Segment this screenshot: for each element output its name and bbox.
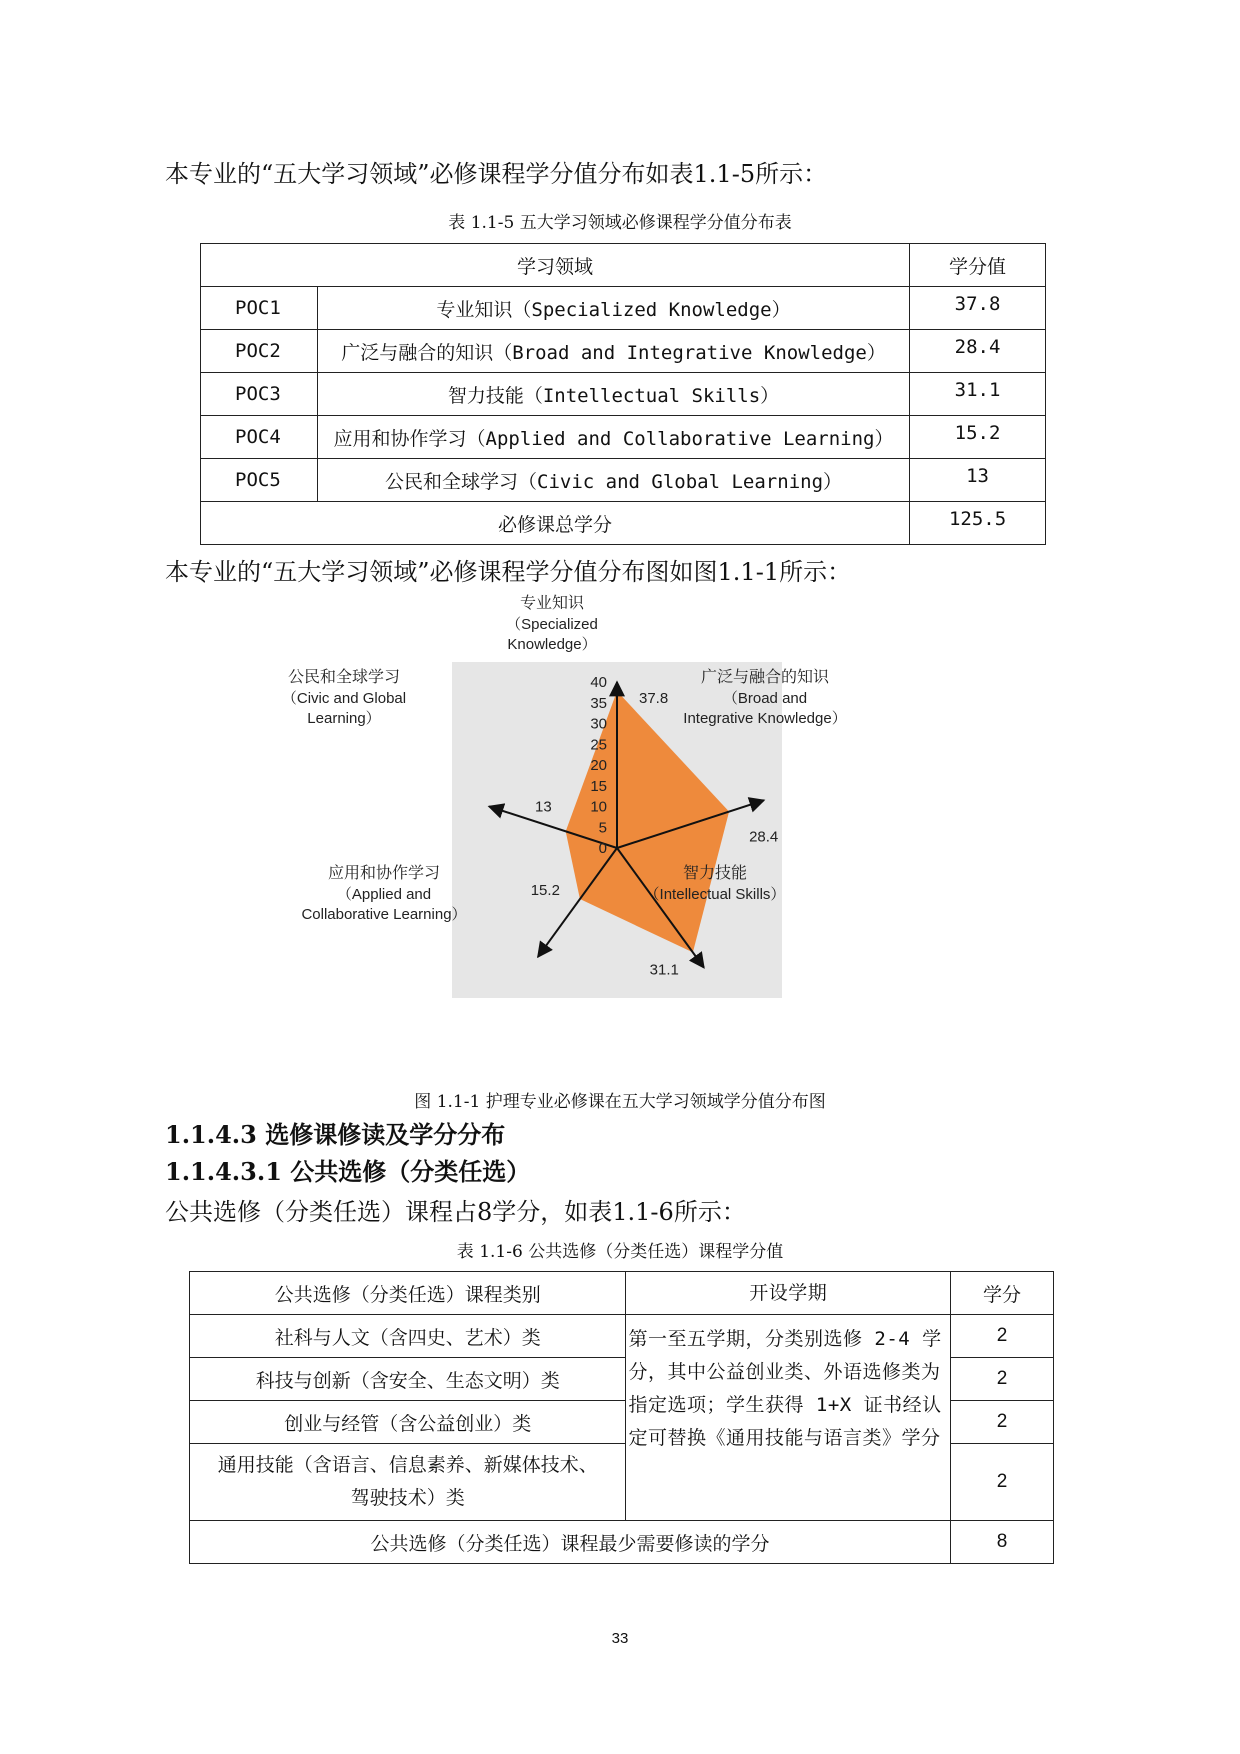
header-credit-value: 学分值 [910,244,1046,287]
radial-tick-label: 0 [598,840,607,857]
figure-caption: 图 1.1-1 护理专业必修课在五大学习领域学分值分布图 [414,1092,826,1112]
table-row [201,287,1046,330]
intro-paragraph-1: 本专业的“五大学习领域”必修课程学分值分布如表1.1-5所示： [165,160,828,188]
table1-caption: 表 1.1-5 五大学习领域必修课程学分值分布表 [448,213,792,233]
header-learning-area: 学习领域 [201,244,910,287]
table2-caption: 表 1.1-6 公共选修（分类任选）课程学分值 [456,1242,784,1262]
radial-tick-label: 25 [590,736,607,754]
radial-tick-label: 15 [590,777,607,795]
area-value: 28.4 [910,330,1046,373]
credit-cell: 2 [951,1315,1054,1358]
category-cell: 社科与人文（含四史、艺术）类 [190,1315,626,1358]
radial-tick-label: 35 [590,694,607,712]
data-value-label: 15.2 [530,882,560,900]
axis-label-en: （Intellectual Skills） [644,886,786,903]
category-cell [190,1444,626,1521]
intro-paragraph-2: 本专业的“五大学习领域”必修课程学分值分布图如图1.1-1所示： [165,558,852,586]
radar-chart [281,590,980,1070]
axis-label-en: Collaborative Learning） [301,906,467,923]
credit-cell: 2 [951,1444,1054,1521]
total-value: 125.5 [910,502,1046,545]
radial-tick-label: 40 [590,674,607,691]
area-value: 31.1 [910,373,1046,416]
area-code: POC4 [201,416,318,459]
category-cell: 创业与经管（含公益创业）类 [190,1401,626,1444]
category-cell: 科技与创新（含安全、生态文明）类 [190,1358,626,1401]
elective-credit-table [189,1271,1054,1564]
total-label: 必修课总学分 [201,502,910,545]
total-label: 公共选修（分类任选）课程最少需要修读的学分 [190,1521,951,1564]
section-heading: 1.1.4.3 选修课修读及学分分布 [165,1120,506,1149]
table-total-row [201,502,1046,545]
radial-tick-label: 10 [590,798,607,816]
category-line-1: 通用技能（含语言、信息素养、新媒体技术、 [217,1454,598,1476]
axis-label-cn: 公民和全球学习 [287,667,401,686]
header-semester: 开设学期 [626,1272,951,1315]
radial-tick-label: 5 [598,819,607,837]
data-value-label: 13 [535,798,552,816]
area-name: 专业知识（Specialized Knowledge） [317,287,909,330]
data-value-label: 28.4 [749,828,779,846]
table-row [201,416,1046,459]
subsection-heading: 1.1.4.3.1 公共选修（分类任选） [165,1157,531,1186]
table-total-row [190,1521,1054,1564]
header-credit: 学分 [951,1272,1054,1315]
axis-label-en: Integrative Knowledge） [683,710,847,727]
table-header-row [201,244,1046,287]
area-value: 13 [910,459,1046,502]
category-line-2: 驾驶技术）类 [350,1487,465,1509]
axis-label-cn: 智力技能 [682,863,748,882]
page-number: 33 [611,1630,629,1647]
credit-cell: 2 [951,1401,1054,1444]
area-name: 智力技能（Intellectual Skills） [317,373,909,416]
axis-label-en: （Applied and [336,886,432,903]
axis-label-cn: 专业知识 [519,593,585,612]
axis-label-cn: 广泛与融合的知识 [700,667,830,686]
credit-cell: 2 [951,1358,1054,1401]
area-name: 应用和协作学习（Applied and Collaborative Learning） [317,416,909,459]
area-code: POC3 [201,373,318,416]
axis-label-en: Knowledge） [507,636,597,653]
table-row [201,373,1046,416]
area-code: POC5 [201,459,318,502]
total-value: 8 [951,1521,1054,1564]
credit-distribution-table [200,243,1046,545]
area-name: 广泛与融合的知识（Broad and Integrative Knowledge） [317,330,909,373]
table-row [190,1315,1054,1358]
radial-tick-label: 30 [590,715,607,733]
area-value: 37.8 [910,287,1046,330]
table-row [201,459,1046,502]
axis-label-cn: 应用和协作学习 [327,863,441,882]
area-value: 15.2 [910,416,1046,459]
table-header-row [190,1272,1054,1315]
intro-paragraph-3: 公共选修（分类任选）课程占8学分，如表1.1-6所示： [165,1198,746,1226]
axis-label-en: Learning） [307,710,381,727]
area-code: POC2 [201,330,318,373]
semester-note: 第一至五学期，分类别选修 2-4 学分，其中公益创业类、外语选修类为指定选项；学生获得 1+X 证书经认定可替换《通用技能与语言类》学分 [626,1315,951,1521]
axis-label-en: （Civic and Global [281,690,407,707]
axis-label-en: （Broad and [722,690,808,707]
data-value-label: 31.1 [649,961,679,979]
axis-label-en: （Specialized [506,616,598,633]
area-name: 公民和全球学习（Civic and Global Learning） [317,459,909,502]
table-row [201,330,1046,373]
radial-tick-label: 20 [590,757,607,774]
data-value-label: 37.8 [639,690,669,708]
area-code: POC1 [201,287,318,330]
header-category: 公共选修（分类任选）课程类别 [190,1272,626,1315]
